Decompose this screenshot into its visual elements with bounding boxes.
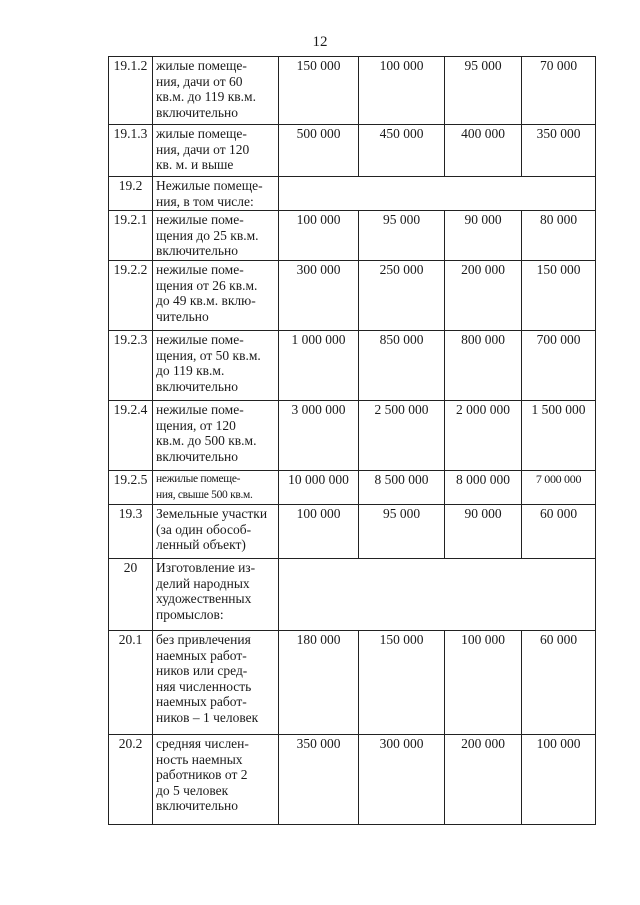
- row-number: 19.2.5: [109, 471, 153, 505]
- row-description: [153, 57, 279, 125]
- description-line: жилые помеще-: [156, 58, 247, 73]
- description-line: до 49 кв.м. вклю-: [156, 293, 256, 308]
- row-description: [153, 631, 279, 735]
- row-description: [153, 735, 279, 825]
- row-description: [153, 559, 279, 631]
- description-line: ния, дачи от 120: [156, 141, 250, 157]
- description-line: ников – 1 человек: [156, 709, 259, 725]
- description-line: наемных работ-: [156, 694, 247, 709]
- description-line: кв.м. до 119 кв.м.: [156, 89, 256, 104]
- value-cell: 300 000: [279, 261, 359, 331]
- table-row: [109, 631, 596, 735]
- description-line: без привлечения: [156, 632, 251, 647]
- description-line: включительно: [156, 243, 239, 258]
- value-cell: 180 000: [279, 631, 359, 735]
- row-number: 19.3: [109, 505, 153, 559]
- row-number: 19.1.2: [109, 57, 153, 125]
- description-line: ников или сред-: [156, 663, 248, 678]
- empty-value-cell: [279, 177, 596, 211]
- description-line: кв. м. и выше: [156, 157, 234, 172]
- description-line: щения, от 50 кв.м.: [156, 347, 261, 363]
- description-line: до 5 человек: [156, 782, 229, 798]
- value-cell: 100 000: [279, 505, 359, 559]
- description-line: няя численность: [156, 678, 252, 694]
- value-cell: 100 000: [279, 211, 359, 261]
- description-line: работников от 2: [156, 767, 248, 782]
- table-row: [109, 505, 596, 559]
- empty-value-cell: [279, 559, 596, 631]
- description-line: нежилые поме-: [156, 262, 244, 277]
- table-row: [109, 401, 596, 471]
- table-row: [109, 559, 596, 631]
- description-line: нежилые помеще-: [156, 473, 241, 485]
- value-cell: 700 000: [522, 331, 596, 401]
- row-description: [153, 401, 279, 471]
- description-line: нежилые поме-: [156, 402, 244, 417]
- value-cell: 2 000 000: [445, 401, 522, 471]
- value-cell: 8 000 000: [445, 471, 522, 505]
- value-cell: 100 000: [359, 57, 445, 125]
- table-row: [109, 471, 596, 505]
- description-line: ния, в том числе:: [156, 193, 254, 209]
- description-line: щения до 25 кв.м.: [156, 227, 259, 243]
- description-line: щения от 26 кв.м.: [156, 277, 258, 293]
- value-cell: 100 000: [522, 735, 596, 825]
- value-cell: 850 000: [359, 331, 445, 401]
- description-line: ность наемных: [156, 751, 243, 767]
- description-line: художественных: [156, 591, 252, 606]
- description-line: кв.м. до 500 кв.м.: [156, 433, 257, 448]
- row-number: 19.2.1: [109, 211, 153, 261]
- value-cell: 80 000: [522, 211, 596, 261]
- row-description: [153, 125, 279, 177]
- table-row: [109, 261, 596, 331]
- value-cell: 60 000: [522, 505, 596, 559]
- row-description: [153, 471, 279, 505]
- value-cell: 100 000: [445, 631, 522, 735]
- value-cell: 10 000 000: [279, 471, 359, 505]
- description-line: (за один обособ-: [156, 521, 252, 537]
- description-line: промыслов:: [156, 606, 224, 622]
- value-cell: 95 000: [359, 505, 445, 559]
- table-row: [109, 57, 596, 125]
- value-cell: 1 500 000: [522, 401, 596, 471]
- value-cell: 2 500 000: [359, 401, 445, 471]
- description-line: до 119 кв.м.: [156, 363, 225, 378]
- description-line: Изготовление из-: [156, 560, 256, 575]
- value-cell: 350 000: [522, 125, 596, 177]
- description-line: щения, от 120: [156, 417, 236, 433]
- row-number: 20.1: [109, 631, 153, 735]
- row-number: 20.2: [109, 735, 153, 825]
- value-cell: 60 000: [522, 631, 596, 735]
- description-line: делий народных: [156, 575, 250, 591]
- description-line: наемных работ-: [156, 647, 247, 663]
- table-row: [109, 177, 596, 211]
- description-line: жилые помеще-: [156, 126, 247, 141]
- value-cell: 150 000: [359, 631, 445, 735]
- value-cell: 350 000: [279, 735, 359, 825]
- value-cell: 150 000: [522, 261, 596, 331]
- description-line: средняя числен-: [156, 736, 249, 751]
- row-description: [153, 505, 279, 559]
- description-line: включительно: [156, 798, 239, 813]
- description-line: Нежилые помеще-: [156, 178, 263, 193]
- table-row: [109, 331, 596, 401]
- row-number: 19.2.2: [109, 261, 153, 331]
- description-line: чительно: [156, 308, 209, 324]
- row-description: [153, 211, 279, 261]
- value-cell: 800 000: [445, 331, 522, 401]
- row-number: 19.2: [109, 177, 153, 211]
- tariff-table: [108, 56, 596, 825]
- row-description: [153, 261, 279, 331]
- value-cell: 95 000: [359, 211, 445, 261]
- row-number: 19.2.4: [109, 401, 153, 471]
- value-cell: 1 000 000: [279, 331, 359, 401]
- description-line: нежилые поме-: [156, 212, 244, 227]
- row-number: 19.2.3: [109, 331, 153, 401]
- value-cell: 95 000: [445, 57, 522, 125]
- value-cell: 70 000: [522, 57, 596, 125]
- value-cell: 450 000: [359, 125, 445, 177]
- value-cell: 400 000: [445, 125, 522, 177]
- row-number: 19.1.3: [109, 125, 153, 177]
- value-cell: 500 000: [279, 125, 359, 177]
- tariff-table-body: [109, 57, 596, 825]
- table-row: [109, 125, 596, 177]
- value-cell: 150 000: [279, 57, 359, 125]
- row-number: 20: [109, 559, 153, 631]
- value-cell: 90 000: [445, 211, 522, 261]
- value-cell: 90 000: [445, 505, 522, 559]
- row-description: [153, 177, 279, 211]
- description-line: включительно: [156, 378, 239, 394]
- page-number: 12: [312, 34, 328, 50]
- description-line: включительно: [156, 448, 239, 464]
- value-cell: 3 000 000: [279, 401, 359, 471]
- value-cell: 7 000 000: [522, 471, 596, 505]
- value-cell: 8 500 000: [359, 471, 445, 505]
- description-line: нежилые поме-: [156, 332, 244, 347]
- row-description: [153, 331, 279, 401]
- value-cell: 300 000: [359, 735, 445, 825]
- value-cell: 200 000: [445, 261, 522, 331]
- description-line: включительно: [156, 104, 239, 120]
- value-cell: 250 000: [359, 261, 445, 331]
- description-line: ния, свыше 500 кв.м.: [156, 488, 253, 501]
- table-row: [109, 211, 596, 261]
- value-cell: 200 000: [445, 735, 522, 825]
- description-line: Земельные участки: [156, 506, 268, 521]
- table-row: [109, 735, 596, 825]
- description-line: ния, дачи от 60: [156, 73, 243, 89]
- description-line: ленный объект): [156, 537, 246, 552]
